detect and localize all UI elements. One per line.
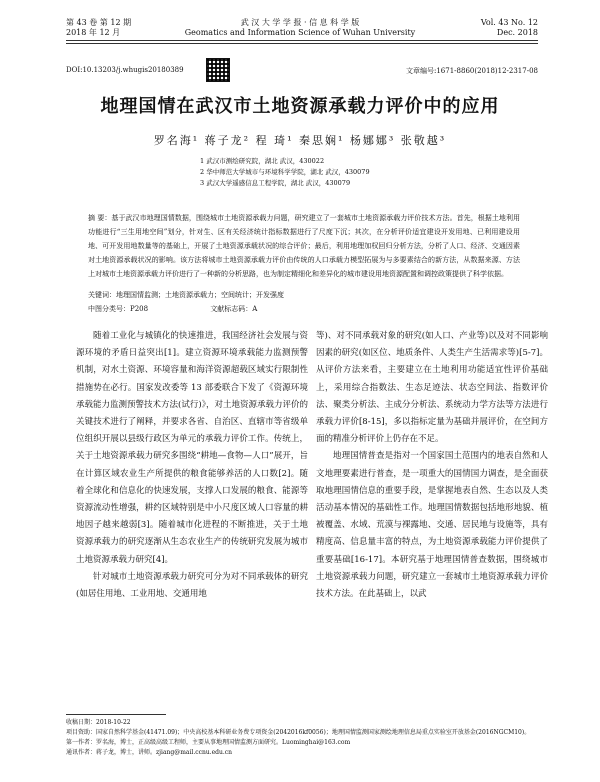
keywords: 关键词：地理国情监测；土地资源承载力；空间统计；开发强度 [88, 291, 284, 299]
body-column-left [76, 328, 308, 603]
page-title: 地理国情在武汉市土地资源承载力评价中的应用 [100, 96, 500, 117]
affiliations [200, 156, 370, 189]
paragraph: 随着工业化与城镇化的快速推进，我国经济社会发展与资源环境的矛盾日益突出[1]。建立资源环境承载能力监测预警机制，对水土资源、环境容量和海洋资源超载区域实行限制性措施势在必行。国家发改委等 13 部委联合下发了《资源环境承载能力监测预警技术方法(试行)》，对土地资源承载力评价的关键技术进行了阐释，并要求各省、自治区、直辖市等省级单位组织开展以县级行政区为单元的承载力评价工作。传统上，关于土地资源承载力研究多围绕“耕地—食物—人口”展开，旨在计算区域农业生产所提供的粮食能够养活的人口数[2]。随着全球化和信息化的快速发展，支撑人口发展的粮食、能源等资源流动性增强，耕约区域特别是中小尺度区域人口容量的耕地因子越来越弱[3]。随着城市化进程的不断推进，关于土地资源承载力的研究逐渐从生态农业生产的传统研究发展为城市土地资源承载力研究[4]。 [76, 331, 308, 565]
classification-line [88, 304, 520, 314]
header-rule [66, 40, 538, 41]
footnotes [66, 718, 536, 758]
volume-issue-en: Vol. 43 No. 12 [480, 18, 538, 27]
body-column-right [316, 328, 548, 603]
volume-issue-cn: 第 43 卷 第 12 期 [66, 18, 132, 27]
document-code: 文献标志码：A [210, 305, 258, 313]
footnote-received: 收稿日期：2018-10-22 [66, 719, 131, 726]
date-cn: 2018 年 12 月 [66, 28, 121, 37]
doi: DOI:10.13203/j.whugis20180389 [66, 66, 184, 74]
footnote-rule [66, 714, 166, 715]
affiliation-1: 1 武汉市测绘研究院，湖北 武汉，430022 [200, 157, 325, 165]
article-number: 文章编号:1671-8860(2018)12-2317-08 [406, 67, 538, 75]
footnote-funding: 项目资助：国家自然科学基金(41471.09)；中央高校基本科研业务费专项资金(2042016kf0056)；地理国情监测国家测绘地理信息局重点实验室开放基金(2016NGCM10)。 [66, 729, 531, 736]
affiliation-3: 3 武汉大学遥感信息工程学院，湖北 武汉，430079 [200, 179, 351, 187]
paragraph: 等)、对不同承载对象的研究(如人口、产业等)以及对不同影响因素的研究(如区位、地质条件、人类生产生活需求等)[5-7]。从评价方法来看，主要建立在土地利用功能适宜性评价基础上，采用综合指数法、生态足迹法、状态空间法、指数评价法、聚类分析法、主成分分析法、系统动力学方法等方法进行承载力评价[8-15]，多以指标定量为基础并展评价，在空间方面的精准分析评价上仍存在不足。 [316, 331, 548, 445]
journal-name-cn: 武 汉 大 学 学 报 · 信 息 科 学 版 [240, 18, 360, 27]
running-header-center [150, 18, 450, 38]
abstract: 摘 要：基于武汉市地理国情数据，围绕城市土地资源承载力问题，研究建立了一套城市土地资源承载力评价技术方法。首先，根据土地利用功能进行“三生用地空间”划分，针对生、区有关经济统计指标数据进行了尺度下沉；其次，在分析评价适宜建设开发用地、已利用建设用地、可开发用地数量等的基础上，开展了土地资源承载状况的综合评价；最后，利用地理加权回归分析方法，分析了人口、经济、交通因素对土地资源承载状况的影响。该方法将城市土地资源承载力评价由传统的人口承载力模型拓展为与多要素结合的新方法，从数据来源、方法上对城市土地资源承载力评价进行了一种新的分析思路，也为制定精细化和差异化的城市建设用地资源配置和调控政策提供了科学依据。 [88, 214, 520, 278]
qr-code-icon [206, 58, 230, 82]
footnote-corresponding-author: 通讯作者：蒋子龙，博士，讲师。zjiang@mail.ccnu.edu.cn [66, 749, 232, 756]
clc-number: 中图分类号：P208 [88, 305, 149, 313]
running-header-right [481, 18, 538, 38]
paragraph: 地理国情普查是指对一个国家国土范围内的地表自然和人文地理要素进行普查，是一项重大的国情国力调查，是全面获取地理国情信息的重要手段，是掌握地表自然、生态以及人类活动基本情况的基础性工作。地理国情数据包括地形地貌、植被覆盖、水域、荒漠与裸露地、交通、居民地与设施等，具有精度高、信息量丰富的特点，为土地资源承载能力评价提供了重要基础[16-17]。本研究基于地理国情普查数据，围绕城市土地资源承载力问题，研究建立一套城市土地资源承载力评价技术方法。在此基础上，以武 [316, 451, 548, 600]
author-list: 罗名海¹ 蒋子龙² 程 琦¹ 秦思娴¹ 杨娜娜³ 张敬越³ [153, 134, 447, 147]
date-en: Dec. 2018 [496, 28, 538, 37]
header-rule-thin [66, 43, 538, 44]
footnote-first-author: 第一作者：罗名海，博士，正高级高级工程师，主要从事地理国情监测方面研究。Luominghai@163.com [66, 739, 351, 746]
paragraph: 针对城市土地资源承载力研究可分为对不同承载体的研究(如居住用地、工业用地、交通用地 [76, 571, 308, 600]
running-header-left [66, 18, 131, 38]
journal-name-en: Geomatics and Information Science of Wuhan University [184, 28, 416, 37]
affiliation-2: 2 华中师范大学城市与环境科学学院，湖北 武汉，430079 [200, 168, 370, 176]
